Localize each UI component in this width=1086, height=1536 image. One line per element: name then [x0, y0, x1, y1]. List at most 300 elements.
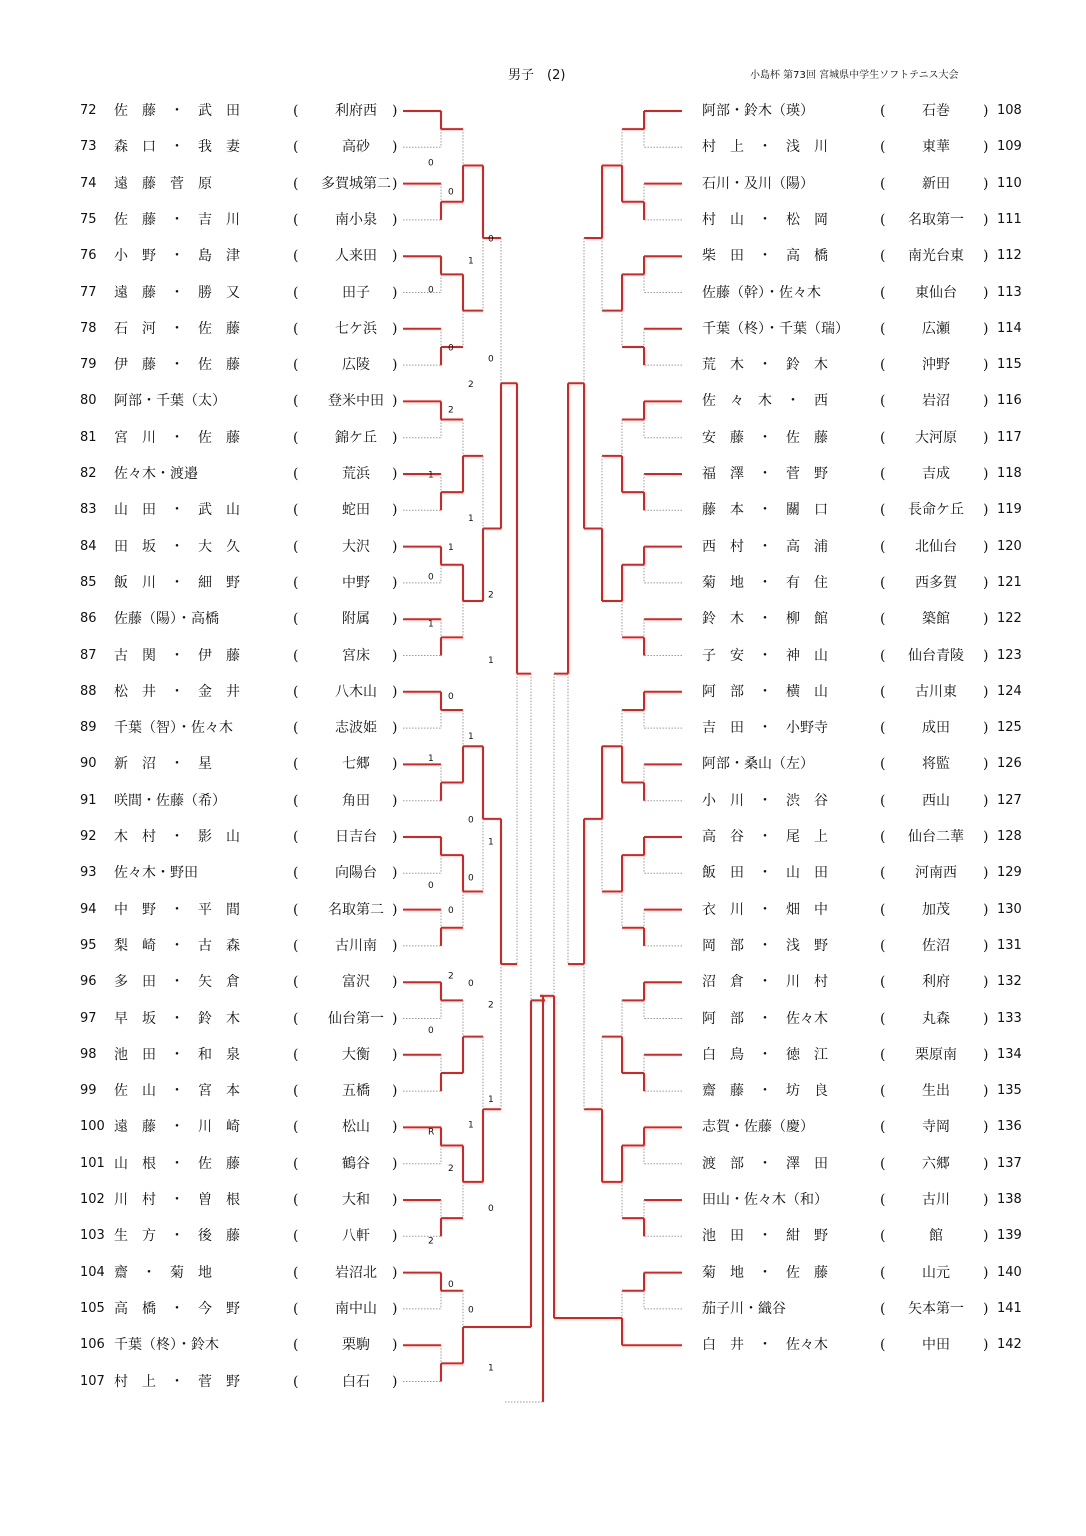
entry-school: 広瀬: [922, 320, 950, 337]
paren-open: (: [293, 1155, 299, 1172]
entry-school: 仙台二華: [908, 829, 964, 845]
paren-close: ): [392, 139, 398, 156]
entry-players: 佐 藤 ・ 吉 川: [114, 211, 240, 228]
entry-school: 中野: [342, 574, 370, 591]
entry-number: 108: [997, 103, 1022, 118]
score-label: 2: [448, 1163, 454, 1174]
entry-number: 94: [80, 901, 97, 917]
paren-open: (: [293, 1192, 299, 1208]
entry-players: 安 藤 ・ 佐 藤: [702, 429, 828, 446]
entry-number: 137: [997, 1155, 1022, 1171]
entry-players: 子 安 ・ 神 山: [702, 647, 828, 664]
entry-number: 115: [997, 357, 1022, 373]
paren-open: (: [880, 937, 886, 954]
paren-close: ): [392, 393, 398, 410]
paren-open: (: [880, 901, 886, 918]
paren-close: ): [392, 829, 398, 845]
paren-open: (: [293, 829, 299, 845]
score-label: 0: [488, 354, 494, 365]
entry-school: 田子: [342, 284, 370, 301]
paren-close: ): [392, 1119, 398, 1136]
paren-open: (: [293, 937, 299, 954]
entry-school: 古川: [922, 1192, 950, 1208]
entry-number: 83: [80, 502, 97, 518]
paren-close: ): [983, 1083, 989, 1100]
entry-number: 98: [80, 1046, 97, 1062]
paren-open: (: [880, 1083, 886, 1100]
entry-players: 池 田 ・ 紺 野: [702, 1228, 828, 1245]
entry-number: 86: [80, 611, 97, 627]
entry-school: 中田: [922, 1337, 950, 1354]
paren-close: ): [983, 647, 989, 664]
entry-number: 101: [80, 1155, 105, 1171]
entry-players: 茄子川・織谷: [702, 1300, 786, 1317]
entry-school: 仙台青陵: [908, 647, 964, 664]
entry-players: 白 井 ・ 佐々木: [702, 1337, 828, 1354]
paren-close: ): [983, 1155, 989, 1172]
entry-number: 95: [80, 937, 97, 953]
entry-number: 82: [80, 466, 97, 481]
paren-close: ): [983, 211, 989, 228]
paren-close: ): [983, 320, 989, 337]
entry-number: 87: [80, 647, 97, 663]
paren-open: (: [880, 429, 886, 446]
paren-close: ): [392, 211, 398, 228]
entry-players: 石 河 ・ 佐 藤: [114, 320, 240, 337]
score-label: 0: [468, 1305, 474, 1316]
entry-number: 100: [80, 1119, 105, 1135]
entry-school: 六郷: [922, 1155, 950, 1172]
entry-school: 寺岡: [922, 1119, 950, 1136]
entry-school: 八木山: [335, 683, 377, 700]
paren-open: (: [293, 1083, 299, 1100]
entry-players: 阿 部 ・ 横 山: [702, 683, 828, 700]
entry-players: 飯 田 ・ 山 田: [702, 865, 828, 882]
paren-close: ): [983, 103, 989, 119]
entry-school: 七郷: [342, 756, 370, 773]
entry-players: 福 澤 ・ 菅 野: [702, 466, 828, 482]
entry-number: 93: [80, 865, 97, 881]
entry-school: 吉成: [922, 466, 950, 482]
entry-players: 古 関 ・ 伊 藤: [114, 647, 240, 664]
entry-number: 141: [997, 1300, 1022, 1316]
entry-school: 名取第二: [328, 901, 384, 918]
paren-open: (: [880, 1228, 886, 1245]
entry-school: 仙台第一: [328, 1010, 384, 1027]
entry-number: 140: [997, 1264, 1022, 1280]
entry-number: 122: [997, 611, 1022, 627]
entry-players: 千葉（柊）・千葉（瑞）: [702, 320, 849, 337]
score-label: 0: [488, 234, 494, 245]
entry-school: 松山: [342, 1119, 370, 1136]
paren-close: ): [983, 175, 989, 192]
entry-school: 館: [929, 1228, 943, 1245]
entry-school: 向陽台: [335, 865, 377, 882]
entry-players: 石川・及川（陽）: [702, 175, 814, 192]
entry-players: 佐 々 木 ・ 西: [702, 393, 828, 410]
entry-school: 生出: [922, 1083, 950, 1100]
paren-open: (: [880, 574, 886, 591]
entry-number: 88: [80, 683, 97, 699]
entry-number: 106: [80, 1337, 105, 1353]
paren-close: ): [392, 756, 398, 773]
entry-number: 130: [997, 901, 1022, 917]
entry-school: 広陵: [342, 357, 370, 374]
paren-close: ): [392, 647, 398, 664]
paren-open: (: [880, 175, 886, 192]
score-label: 2: [468, 379, 474, 390]
entry-players: 新 沼 ・ 星: [114, 756, 212, 773]
entry-school: 八軒: [342, 1228, 370, 1245]
entry-number: 121: [997, 574, 1022, 590]
entry-school: 長命ケ丘: [908, 502, 964, 519]
entry-number: 139: [997, 1228, 1022, 1244]
score-label: R: [428, 1127, 435, 1138]
score-label: 0: [448, 187, 454, 198]
paren-open: (: [293, 901, 299, 918]
entry-number: 117: [997, 429, 1022, 445]
entry-number: 124: [997, 683, 1022, 699]
entry-players: 生 方 ・ 後 藤: [114, 1228, 240, 1245]
paren-open: (: [880, 1046, 886, 1063]
paren-open: (: [880, 284, 886, 301]
entry-school: 登米中田: [328, 393, 384, 410]
entry-players: 柴 田 ・ 高 橋: [702, 248, 828, 265]
paren-open: (: [293, 320, 299, 337]
paren-open: (: [880, 139, 886, 156]
entry-school: 岩沼北: [335, 1264, 377, 1281]
score-label: 0: [448, 343, 454, 354]
paren-open: (: [880, 865, 886, 882]
paren-close: ): [392, 1264, 398, 1281]
entry-number: 74: [80, 175, 97, 191]
score-label: 2: [428, 1236, 434, 1247]
score-label: 1: [468, 514, 474, 525]
entry-players: 多 田 ・ 矢 倉: [114, 974, 240, 991]
entry-players: 渡 部 ・ 澤 田: [702, 1155, 828, 1172]
entry-school: 南小泉: [335, 211, 377, 228]
paren-open: (: [880, 829, 886, 845]
entry-number: 73: [80, 139, 97, 155]
entry-school: 五橋: [342, 1083, 370, 1100]
entry-number: 107: [80, 1373, 105, 1389]
paren-open: (: [293, 466, 299, 482]
entry-school: 山元: [922, 1264, 950, 1281]
paren-open: (: [293, 574, 299, 591]
paren-open: (: [293, 611, 299, 628]
paren-close: ): [392, 538, 398, 555]
entry-players: 川 村 ・ 曽 根: [114, 1192, 240, 1208]
entry-number: 92: [80, 829, 97, 844]
paren-open: (: [293, 357, 299, 374]
entry-school: 日吉台: [335, 829, 377, 845]
paren-open: (: [293, 756, 299, 773]
entry-players: 早 坂 ・ 鈴 木: [114, 1010, 240, 1027]
entry-school: 宮床: [342, 647, 370, 664]
paren-open: (: [880, 683, 886, 700]
score-label: 0: [428, 285, 434, 296]
entry-players: 阿部・桑山（左）: [702, 756, 814, 773]
entry-players: 佐々木・渡邉: [114, 466, 198, 482]
score-label: 1: [488, 837, 494, 848]
entry-school: 志波姫: [335, 720, 377, 737]
entry-number: 120: [997, 538, 1022, 554]
entry-players: 村 山 ・ 松 岡: [702, 211, 828, 228]
entry-number: 78: [80, 320, 97, 336]
paren-close: ): [392, 103, 398, 119]
paren-close: ): [983, 1010, 989, 1027]
entry-players: 中 野 ・ 平 間: [114, 901, 240, 918]
paren-open: (: [880, 502, 886, 519]
entry-players: 佐藤（幹）・佐々木: [702, 284, 821, 301]
entry-number: 116: [997, 393, 1022, 409]
entry-number: 138: [997, 1192, 1022, 1207]
paren-close: ): [983, 393, 989, 410]
entry-number: 77: [80, 284, 97, 300]
entry-players: 荒 木 ・ 鈴 木: [702, 357, 828, 374]
entry-number: 129: [997, 865, 1022, 881]
paren-close: ): [392, 1192, 398, 1208]
paren-open: (: [293, 248, 299, 265]
paren-open: (: [880, 792, 886, 809]
entry-players: 佐々木・野田: [114, 865, 198, 882]
score-label: 1: [448, 543, 454, 554]
paren-open: (: [880, 1010, 886, 1027]
paren-close: ): [983, 1228, 989, 1245]
paren-close: ): [983, 901, 989, 918]
paren-open: (: [293, 647, 299, 664]
entry-players: 山 田 ・ 武 山: [114, 502, 240, 519]
paren-open: (: [880, 1264, 886, 1281]
entry-players: 梨 崎 ・ 古 森: [114, 937, 240, 954]
paren-close: ): [983, 1119, 989, 1136]
entry-players: 村 上 ・ 菅 野: [114, 1373, 240, 1390]
paren-close: ): [392, 1373, 398, 1390]
score-label: 1: [468, 256, 474, 267]
entry-school: 高砂: [342, 139, 370, 156]
entry-school: 新田: [922, 175, 950, 192]
entry-number: 127: [997, 792, 1022, 808]
entry-players: 菊 地 ・ 有 住: [702, 574, 828, 591]
entry-number: 89: [80, 720, 97, 736]
entry-school: 東仙台: [915, 284, 957, 301]
paren-close: ): [983, 865, 989, 882]
score-label: 0: [428, 572, 434, 583]
paren-close: ): [983, 1337, 989, 1354]
entry-players: 小 川 ・ 渋 谷: [702, 792, 828, 809]
paren-close: ): [983, 502, 989, 519]
entry-players: 松 井 ・ 金 井: [114, 683, 240, 700]
entry-players: 西 村 ・ 高 浦: [702, 538, 828, 555]
entry-number: 90: [80, 756, 97, 772]
entry-school: 築館: [922, 611, 950, 628]
paren-close: ): [983, 1192, 989, 1208]
entry-number: 131: [997, 937, 1022, 953]
paren-close: ): [392, 1083, 398, 1100]
paren-close: ): [983, 1300, 989, 1317]
paren-open: (: [293, 393, 299, 410]
score-label: 2: [488, 1000, 494, 1011]
paren-close: ): [983, 357, 989, 374]
entry-number: 85: [80, 574, 97, 590]
event-title: 小島杯 第73回 宮城県中学生ソフトテニス大会: [750, 70, 959, 81]
entry-school: 錦ケ丘: [335, 429, 377, 446]
entry-number: 118: [997, 466, 1022, 481]
entry-school: 利府西: [335, 103, 377, 119]
paren-close: ): [392, 683, 398, 700]
paren-close: ): [983, 683, 989, 700]
paren-close: ): [392, 357, 398, 374]
entry-number: 72: [80, 103, 97, 118]
score-label: 0: [448, 906, 454, 917]
entry-players: 佐藤（陽）・高橋: [114, 611, 219, 628]
entry-players: 遠 藤 菅 原: [114, 175, 212, 192]
score-label: 1: [488, 1363, 494, 1374]
paren-open: (: [293, 792, 299, 809]
paren-open: (: [293, 1264, 299, 1281]
entry-number: 97: [80, 1010, 97, 1026]
entry-number: 126: [997, 756, 1022, 772]
entry-players: 高 谷 ・ 尾 上: [702, 829, 828, 845]
paren-open: (: [293, 974, 299, 991]
paren-close: ): [392, 720, 398, 737]
entry-players: 山 根 ・ 佐 藤: [114, 1155, 240, 1172]
score-label: 1: [428, 753, 434, 764]
entry-players: 衣 川 ・ 畑 中: [702, 901, 828, 918]
paren-close: ): [983, 792, 989, 809]
entry-players: 齋 ・ 菊 地: [114, 1264, 212, 1281]
paren-close: ): [983, 248, 989, 265]
score-label: 0: [468, 815, 474, 826]
entry-players: 岡 部 ・ 浅 野: [702, 937, 828, 954]
entry-players: 伊 藤 ・ 佐 藤: [114, 357, 240, 374]
entry-school: 丸森: [922, 1010, 950, 1027]
entry-school: 鶴谷: [342, 1155, 370, 1172]
score-label: 0: [468, 978, 474, 989]
paren-open: (: [880, 466, 886, 482]
paren-open: (: [293, 211, 299, 228]
entry-school: 利府: [922, 974, 950, 991]
entry-players: 飯 川 ・ 細 野: [114, 574, 240, 591]
score-label: 0: [428, 1026, 434, 1037]
score-label: 0: [448, 692, 454, 703]
entry-number: 80: [80, 393, 97, 409]
paren-close: ): [983, 756, 989, 773]
paren-open: (: [880, 720, 886, 737]
entry-players: 高 橋 ・ 今 野: [114, 1300, 240, 1317]
entry-players: 小 野 ・ 島 津: [114, 248, 240, 265]
entry-number: 142: [997, 1337, 1022, 1353]
paren-open: (: [293, 1119, 299, 1136]
paren-open: (: [293, 1010, 299, 1027]
entry-players: 咲間・佐藤（希）: [114, 792, 226, 809]
paren-open: (: [293, 1046, 299, 1063]
entry-school: 沖野: [922, 357, 950, 374]
paren-close: ): [983, 974, 989, 991]
score-label: 2: [448, 405, 454, 416]
entry-number: 105: [80, 1300, 105, 1316]
entry-school: 将監: [922, 756, 950, 773]
entry-number: 110: [997, 175, 1022, 191]
paren-close: ): [392, 611, 398, 628]
paren-close: ): [392, 1046, 398, 1063]
entry-school: 西多賀: [915, 574, 957, 591]
paren-open: (: [880, 103, 886, 119]
paren-open: (: [880, 357, 886, 374]
entry-school: 多賀城第二: [321, 175, 391, 192]
paren-close: ): [983, 574, 989, 591]
paren-open: (: [293, 865, 299, 882]
entry-players: 阿 部 ・ 佐々木: [702, 1010, 828, 1027]
paren-open: (: [293, 1337, 299, 1354]
entry-school: 大衡: [342, 1046, 370, 1063]
entry-school: 佐沼: [922, 937, 950, 954]
paren-open: (: [293, 1300, 299, 1317]
paren-open: (: [880, 1300, 886, 1317]
paren-open: (: [293, 139, 299, 156]
entry-school: 南光台東: [908, 248, 964, 265]
entry-number: 104: [80, 1264, 105, 1280]
paren-close: ): [392, 1155, 398, 1172]
entry-number: 91: [80, 792, 97, 808]
entry-players: 佐 山 ・ 宮 本: [114, 1083, 240, 1100]
entry-school: 白石: [342, 1373, 370, 1390]
entry-school: 加茂: [922, 901, 950, 918]
paren-open: (: [880, 393, 886, 410]
paren-close: ): [983, 1264, 989, 1281]
paren-close: ): [392, 502, 398, 519]
entry-number: 136: [997, 1119, 1022, 1135]
entry-school: 矢本第一: [908, 1300, 964, 1317]
entry-school: 河南西: [915, 865, 957, 882]
paren-close: ): [983, 284, 989, 301]
entry-number: 79: [80, 357, 97, 373]
entry-school: 七ケ浜: [335, 320, 377, 337]
paren-close: ): [392, 1010, 398, 1027]
entry-number: 135: [997, 1083, 1022, 1099]
score-label: 2: [488, 590, 494, 601]
paren-close: ): [392, 466, 398, 482]
paren-open: (: [293, 429, 299, 446]
paren-close: ): [392, 284, 398, 301]
paren-close: ): [392, 248, 398, 265]
score-label: 0: [428, 158, 434, 169]
entry-school: 蛇田: [342, 502, 370, 519]
score-label: 1: [428, 470, 434, 481]
paren-open: (: [880, 974, 886, 991]
entry-number: 81: [80, 429, 97, 445]
entry-school: 西山: [922, 792, 950, 809]
paren-open: (: [880, 1192, 886, 1208]
entry-school: 角田: [342, 792, 370, 809]
paren-open: (: [880, 538, 886, 555]
entry-players: 宮 川 ・ 佐 藤: [114, 429, 240, 446]
entry-players: 遠 藤 ・ 川 崎: [114, 1119, 240, 1136]
entry-players: 千葉（柊）・鈴木: [114, 1337, 219, 1354]
paren-close: ): [983, 611, 989, 628]
paren-close: ): [392, 1300, 398, 1317]
entry-players: 田山・佐々木（和）: [702, 1192, 828, 1208]
paren-open: (: [293, 1373, 299, 1390]
entry-school: 古川南: [335, 937, 377, 954]
paren-close: ): [983, 720, 989, 737]
score-label: 1: [468, 1120, 474, 1131]
entry-players: 木 村 ・ 影 山: [114, 829, 240, 845]
paren-open: (: [880, 611, 886, 628]
entry-number: 96: [80, 974, 97, 990]
entry-number: 109: [997, 139, 1022, 155]
paren-close: ): [392, 320, 398, 337]
